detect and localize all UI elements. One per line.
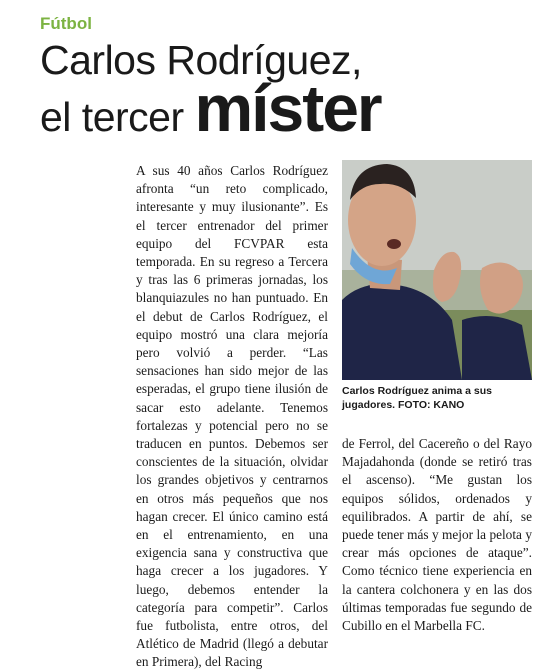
- section-label: Fútbol: [40, 14, 92, 33]
- article-text-column-2: de Ferrol, del Cacereño o del Rayo Majadahonda (donde se retiró tras el ascenso). “Me gustan los equipos sólidos, ordenados y equilibrados. A partir de ahí, se puede tener más y mejor la pelota y crear más opciones de ataque”. Como técnico tiene experiencia en la cantera colchonera y en las dos últimas temporadas fue segundo de Cubillo en el Marbella FC.: [342, 436, 532, 634]
- headline-prefix: el tercer: [40, 94, 195, 140]
- coach-photo-illustration: [342, 160, 532, 380]
- headline: [40, 36, 540, 145]
- article-column-2: [342, 435, 532, 635]
- headline-line-2: [40, 71, 540, 145]
- article-text-column-1: A sus 40 años Carlos Rodríguez afronta “un reto complicado, interesante y muy ilusionante”. Es el tercer entrenador del primer equipo del FCVPAR esta temporada. En su regreso a Tercera y tras las 6 primeras jornadas, los blanquiazules no han puntuado. En el debut de Carlos Rodríguez, el equipo mostró una clara mejoría pero volvió a perder. “Las sensaciones han sido mejor de las esperadas, el grupo tiene ilusión de sacar esto adelante. Tenemos fortalezas y potencial pero no se traducen en puntos. Debemos ser conscientes de la situación, olvidar los grandes objetivos y centrarnos en otros más pequeños que nos hagan crecer. El único camino está en el entrenamiento, en una exigencia sana y constructiva que haga crecer a los jugadores. Y luego, debemos entender la categoría para competir”. Carlos fue futbolista, entre otros, del Atlético de Madrid (llegó a debutar en Primera), del Racing: [136, 163, 328, 670]
- headline-emphasis: míster: [194, 71, 381, 145]
- headline-line-1: Carlos Rodríguez,: [40, 37, 362, 83]
- photo-caption: Carlos Rodríguez anima a sus jugadores. FOTO: KANO: [342, 385, 492, 411]
- article-photo: [342, 160, 532, 380]
- article-column-1: [136, 162, 328, 672]
